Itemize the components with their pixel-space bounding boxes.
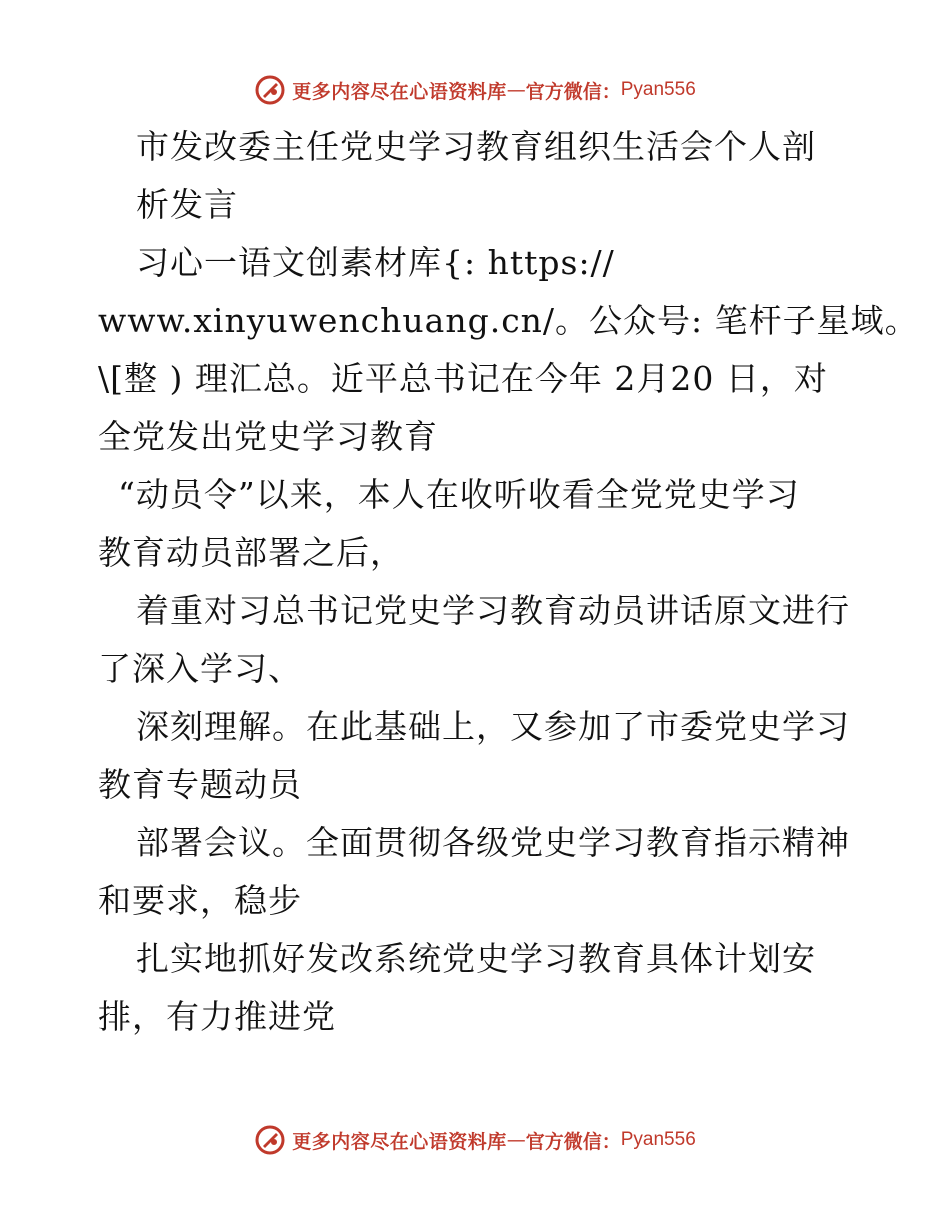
header-watermark [0, 70, 950, 110]
watermark-separator: — [506, 1129, 526, 1151]
paragraph-line: www.xinyuwenchuang.cn/。公众号: 笔杆子星域。 [98, 301, 919, 340]
paragraph-line: 教育专题动员 [98, 765, 302, 804]
paragraph-line: 扎实地抓好发改系统党史学习教育具体计划安 [136, 939, 816, 978]
brand-logo-icon [254, 74, 286, 106]
paragraph-line: 习心一语文创素材库{: https:// [136, 243, 615, 282]
watermark-wechat-id: Pyan556 [620, 79, 696, 100]
paragraph-line: 着重对习总书记党史学习教育动员讲话原文进行 [136, 591, 850, 630]
brand-logo-icon [254, 1124, 286, 1156]
watermark-wechat-id: Pyan556 [620, 1129, 696, 1150]
paragraph-line: \[整 ) 理汇总。近平总书记在今年 2月20 日，对 [98, 359, 828, 398]
document-title-line-2: 析发言 [136, 185, 238, 224]
paragraph-line: 排，有力推进党 [98, 997, 336, 1036]
footer-watermark [0, 1120, 950, 1160]
watermark-wechat-label: 官方微信： [525, 80, 621, 103]
paragraph-line: 全党发出党史学习教育 [98, 417, 438, 456]
paragraph-line: “动员令”以来，本人在收听收看全党党史学习 [118, 475, 800, 514]
document-body [98, 118, 919, 1046]
document-title-line-1: 市发改委主任党史学习教育组织生活会个人剖 [136, 127, 816, 166]
watermark-brand-text: 更多内容尽在心语资料库 [292, 1130, 507, 1153]
watermark-wechat-label: 官方微信： [525, 1130, 621, 1153]
watermark-brand-text: 更多内容尽在心语资料库 [292, 80, 507, 103]
paragraph-line: 深刻理解。在此基础上，又参加了市委党史学习 [136, 707, 850, 746]
watermark-separator: — [506, 79, 526, 101]
paragraph-line: 部署会议。全面贯彻各级党史学习教育指示精神 [136, 823, 850, 862]
paragraph-line: 教育动员部署之后， [98, 533, 404, 572]
paragraph-line: 了深入学习、 [98, 649, 302, 688]
paragraph-line: 和要求，稳步 [98, 881, 302, 920]
